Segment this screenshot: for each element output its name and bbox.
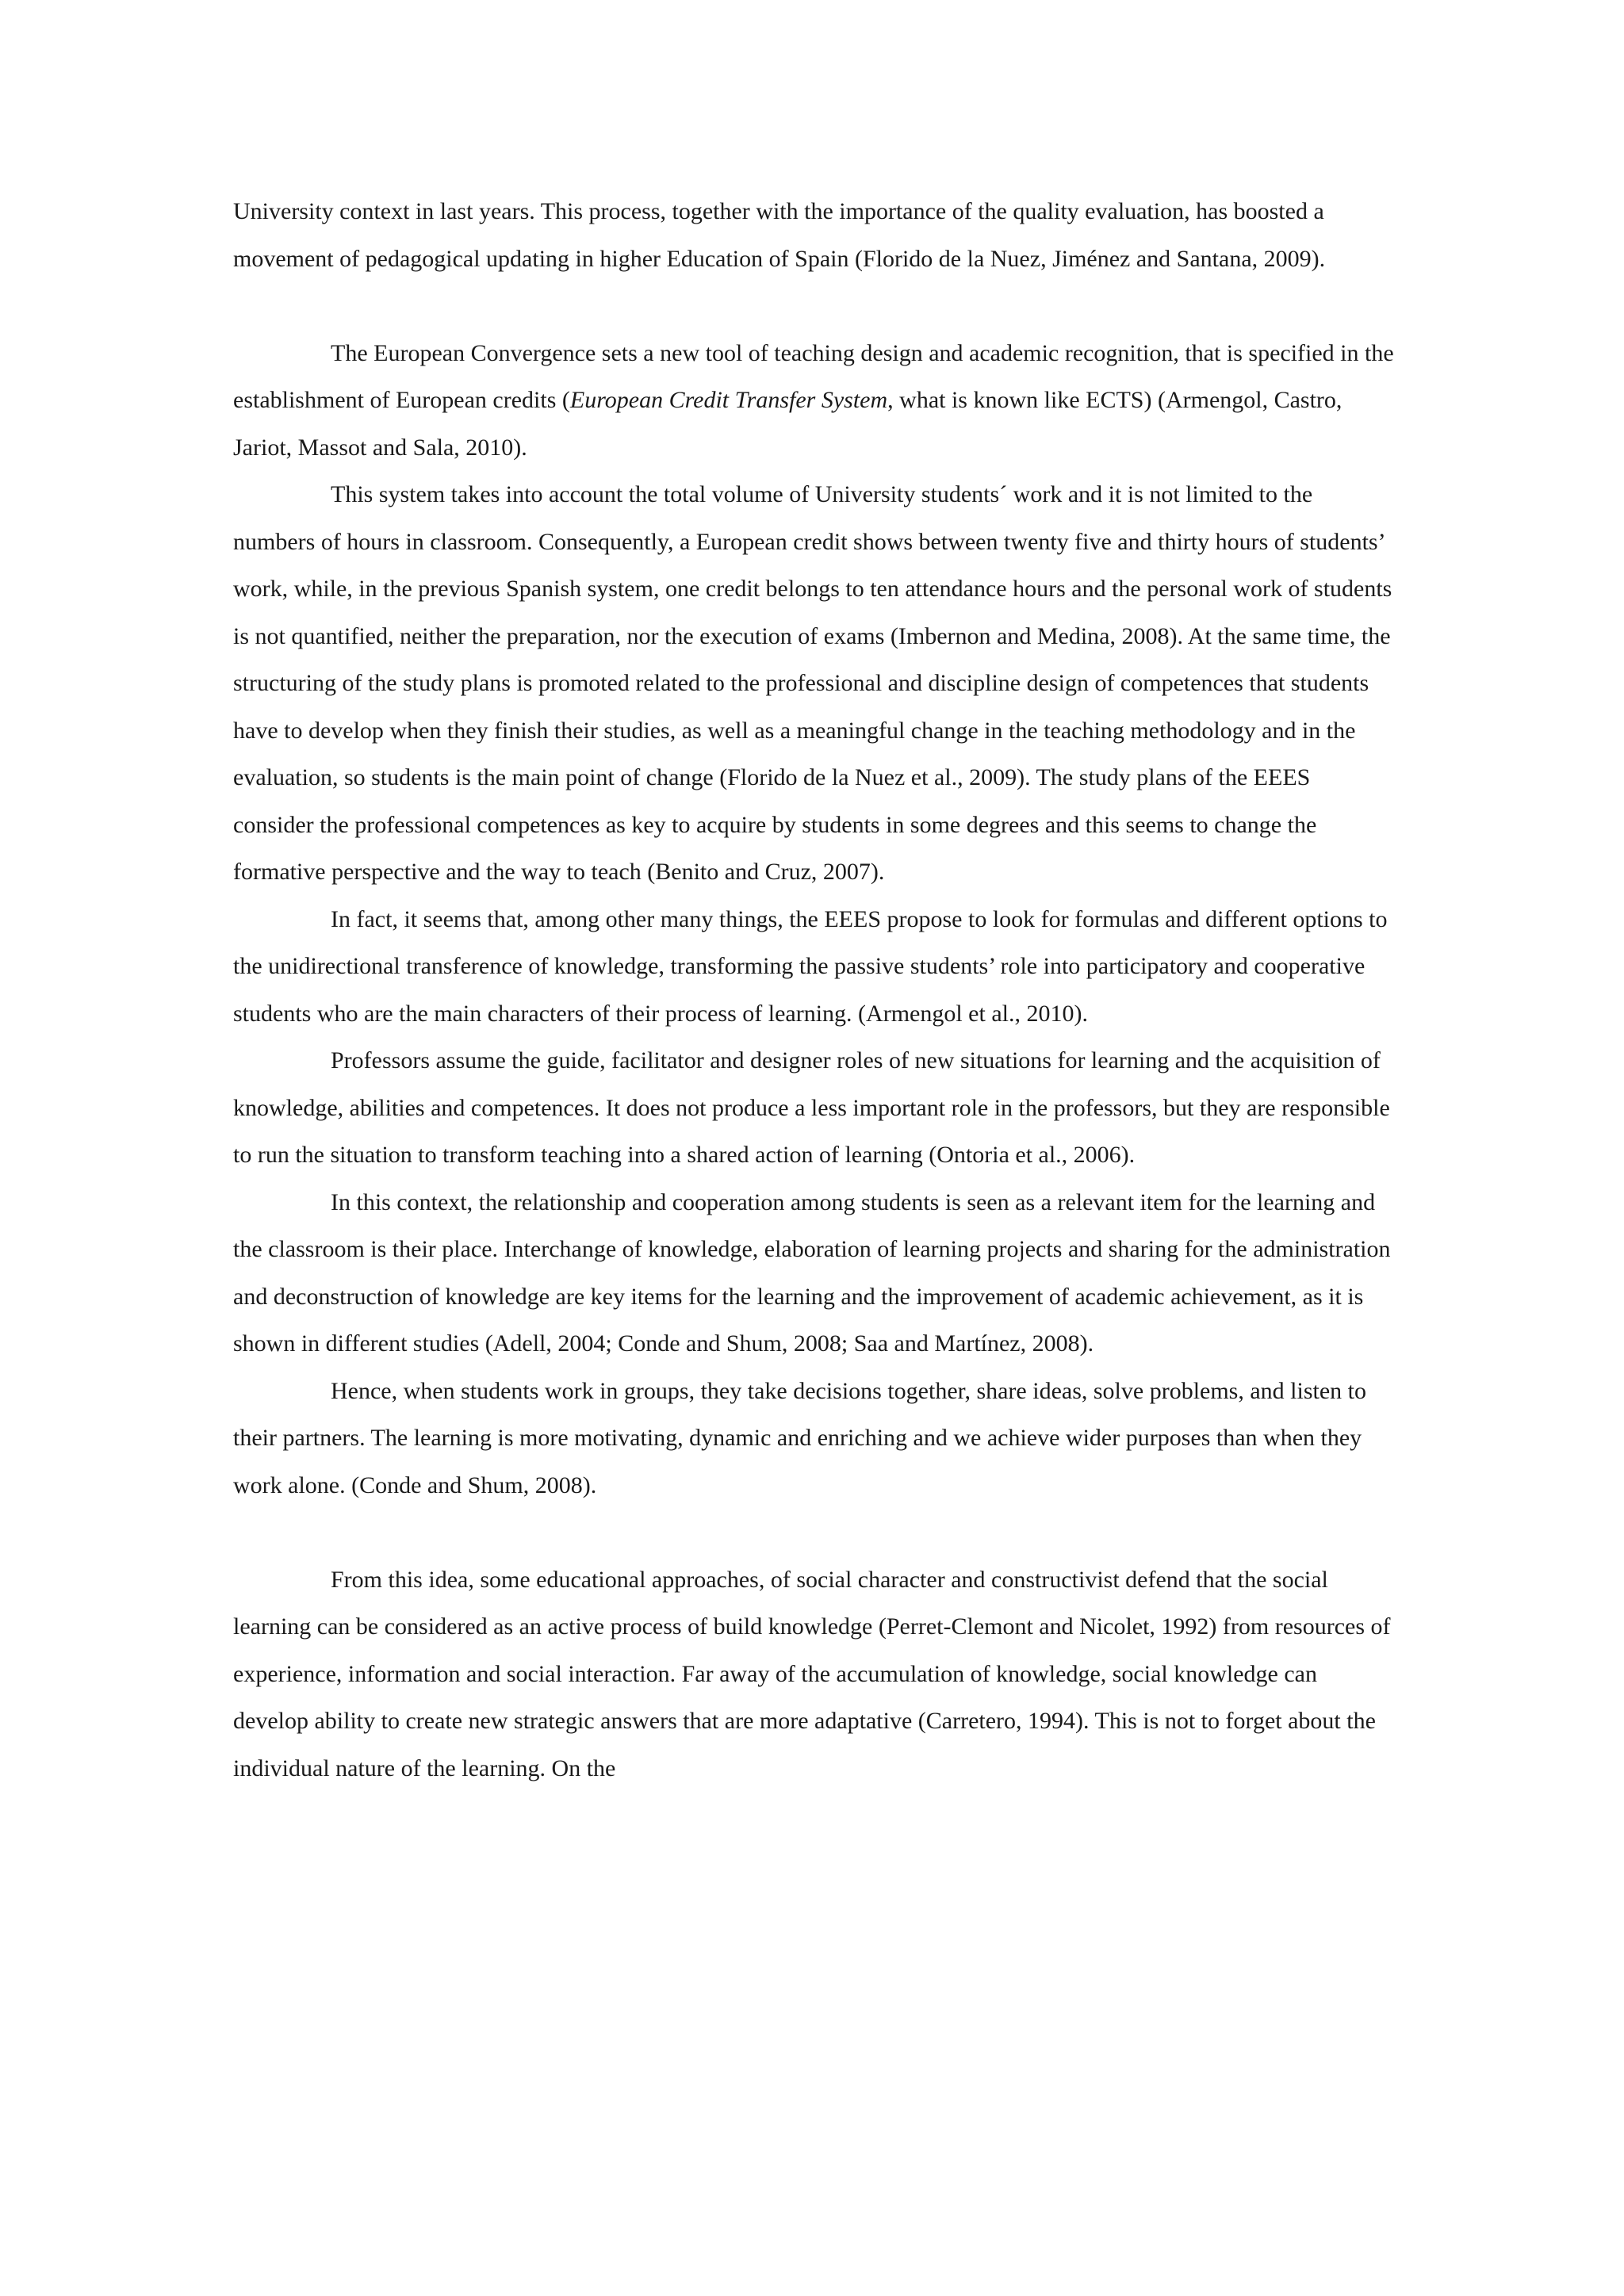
paragraph-spacer xyxy=(233,282,1396,330)
paragraph-spacer xyxy=(233,1509,1396,1556)
paragraph-6: In this context, the relationship and cooperation among students is seen as a relevant item for the learning and the classroom is their place. Interchange of knowledge, elaboration of learning projects and sharing for the administration and deconstruction of knowledge are key items for the learning and the improvement of academic achievement, as it is shown in different studies (Adell, 2004; Conde and Shum, 2008; Saa and Martínez, 2008). xyxy=(233,1188,1391,1357)
document-body xyxy=(233,188,1396,1792)
paragraph-2-text-end: , what is known like ECTS) (Armengol, Castro, Jariot, Massot and Sala, 2010). xyxy=(233,387,1342,461)
paragraph-8: From this idea, some educational approaches, of social character and constructivist defend that the social learning can be considered as an active process of build knowledge (Perret-Clemont and Nicolet, 1992) from resources of experience, information and social interaction. Far away of the accumulation of knowledge, social knowledge can develop ability to create new strategic answers that are more adaptative (Carretero, 1994). This is not to forget about the individual nature of the learning. On the xyxy=(233,1566,1391,1781)
paragraph-4: In fact, it seems that, among other many things, the EEES propose to look for formulas and different options to the unidirectional transference of knowledge, transforming the passive students’ role into participatory and cooperative students who are the main characters of their process of learning. (Armengol et al., 2010). xyxy=(233,905,1388,1027)
paragraph-2-italic-term: European Credit Transfer System xyxy=(569,387,888,413)
paragraph-7: Hence, when students work in groups, they take decisions together, share ideas, solve problems, and listen to their partners. The learning is more motivating, dynamic and enriching and we achieve wider purposes than when they work alone. (Conde and Shum, 2008). xyxy=(233,1377,1366,1498)
paragraph-3: This system takes into account the total volume of University students´ work and it is not limited to the numbers of hours in classroom. Consequently, a European credit shows between twenty five and thirty hours of students’ work, while, in the previous Spanish system, one credit belongs to ten attendance hours and the personal work of students is not quantified, neither the preparation, nor the execution of exams (Imbernon and Medina, 2008). At the same time, the structuring of the study plans is promoted related to the professional and discipline design of competences that students have to develop when they finish their studies, as well as a meaningful change in the teaching methodology and in the evaluation, so students is the main point of change (Florido de la Nuez et al., 2009). The study plans of the EEES consider the professional competences as key to acquire by students in some degrees and this seems to change the formative perspective and the way to teach (Benito and Cruz, 2007). xyxy=(233,481,1392,885)
paragraph-2-text-start: The European Convergence sets a new tool of teaching design and academic recognition, that is specified in the establishment of European credits ( xyxy=(233,339,1394,413)
paragraph-2 xyxy=(233,330,1396,472)
paragraph-1: University context in last years. This process, together with the importance of the quality evaluation, has boosted a movement of pedagogical updating in higher Education of Spain (Florido de la Nuez, Jiménez and Santana, 2009). xyxy=(233,198,1326,272)
paragraph-5: Professors assume the guide, facilitator and designer roles of new situations for learning and the acquisition of knowledge, abilities and competences. It does not produce a less important role in the professors, but they are responsible to run the situation to transform teaching into a shared action of learning (Ontoria et al., 2006). xyxy=(233,1047,1390,1168)
